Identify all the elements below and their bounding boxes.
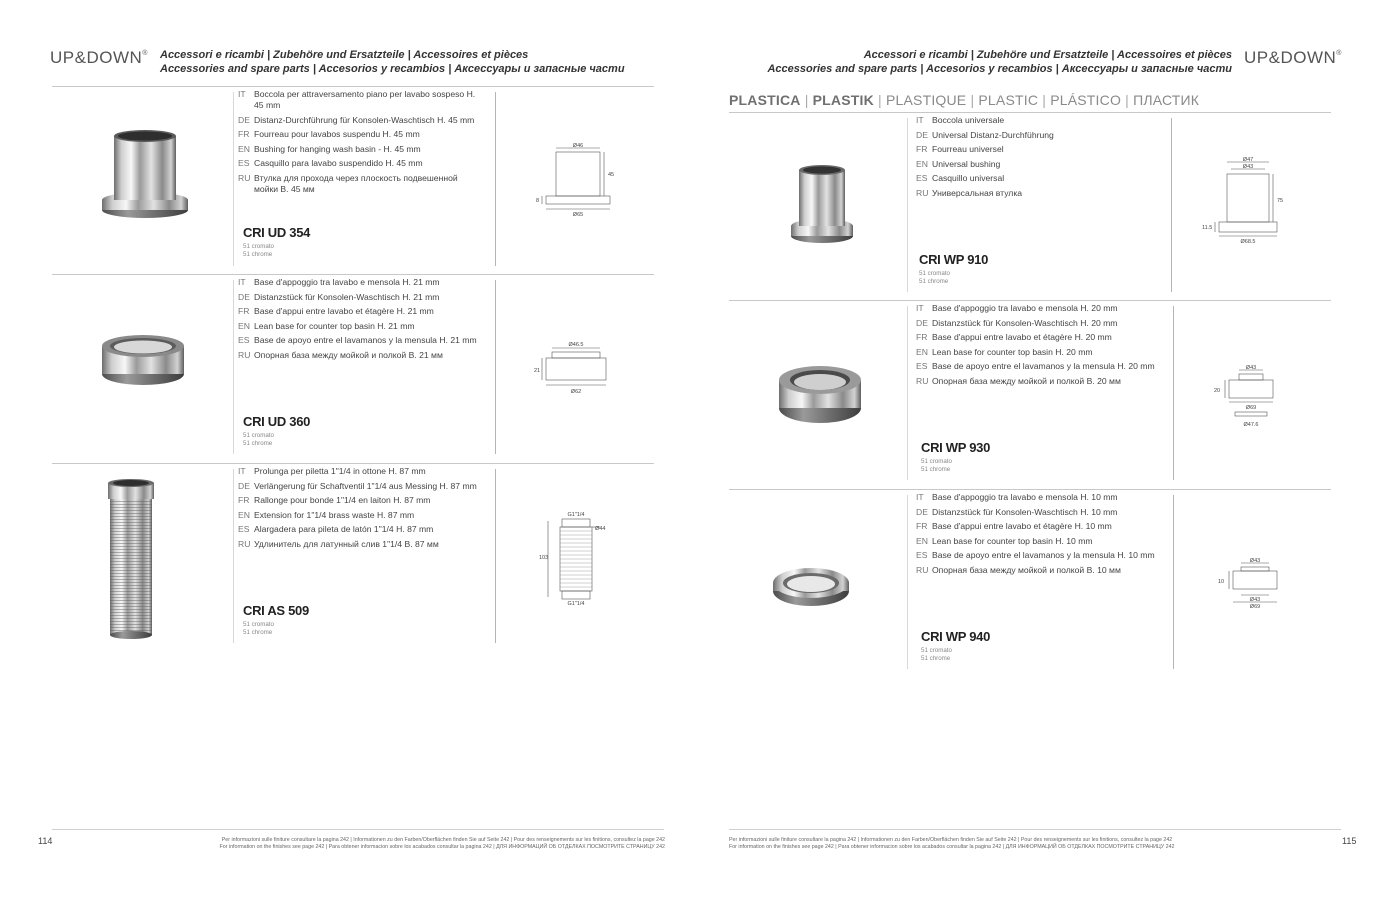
svg-text:Ø47: Ø47 [1242, 157, 1254, 163]
lang-row: RU Опорная база между мойкой и полкой В. 21 мм [238, 349, 443, 360]
svg-text:10: 10 [1218, 579, 1225, 585]
lang-row: FR Base d'appui entre lavabo et étagère H. 21 mm [238, 306, 434, 317]
product-code: CRI WP 910 [919, 252, 989, 267]
svg-text:Ø47.6: Ø47.6 [1243, 422, 1259, 428]
product-code: CRI AS 509 [243, 603, 309, 618]
technical-drawing [532, 142, 624, 222]
svg-text:Ø43: Ø43 [1245, 365, 1257, 371]
description-list [916, 115, 1161, 203]
svg-text:Ø65: Ø65 [572, 212, 584, 218]
extension-pipe-image [106, 479, 156, 639]
lang-row: IT Base d'appoggio tra lavabo e mensola H. 10 mm [916, 492, 1118, 502]
header-line-2: Accessories and spare parts | Accesorios y recambios | Аксессуары и запасные части [160, 63, 625, 75]
lang-row: ES Base de apoyo entre el lavamanos y la mensula H. 21 mm [238, 335, 477, 346]
finish-info: 51 cromato 51 chrome [921, 458, 952, 473]
technical-drawing [1211, 362, 1291, 432]
svg-text:Ø43: Ø43 [1242, 164, 1254, 170]
lang-row: EN Lean base for counter top basin H. 21 mm [238, 320, 415, 331]
svg-text:Ø44: Ø44 [595, 526, 606, 532]
description-list [238, 89, 483, 199]
page-header [160, 48, 625, 76]
right-page [697, 0, 1394, 901]
footer-note: Per informazioni sulle finiture consultare la pagina 242 | Informationen zu den Farben/Oberflächen finden Sie auf Seite 242 | Pour des renseignements sur les finitions, consultez la page 242 For information on the finishes see page 242 | Para obtener informacion sobre los acabados consultar la pagina 242 | ДЛЯ ИНФОРМАЦИЙ ОБ ОТДЕЛКАХ ПОСМОТРИТЕ СТРАНИЦУ 242 [219, 837, 665, 850]
universal-bushing-image [789, 164, 855, 246]
technical-drawing [1215, 555, 1295, 615]
header-line-1: Accessori e ricambi | Zubehöre und Ersatzteile | Accessoires et pièces [863, 49, 1232, 61]
finish-info: 51 cromato 51 chrome [919, 270, 950, 285]
technical-drawing [534, 507, 614, 611]
svg-text:Ø46: Ø46 [572, 143, 584, 149]
bushing-image [100, 130, 190, 222]
finish-info: 51 cromato 51 chrome [243, 621, 274, 636]
svg-text:Ø69: Ø69 [1245, 405, 1257, 411]
lang-row: EN Bushing for hanging wash basin - H. 45 mm [238, 143, 421, 154]
page-number: 115 [1342, 836, 1357, 846]
lang-row: DE Distanz-Durchführung für Konsolen-Waschtisch H. 45 mm [238, 114, 475, 125]
lang-row: IT Boccola per attraversamento piano per lavabo sospeso H. 45 mm [238, 89, 476, 110]
lang-row: ES Alargadera para pileta de latón 1"1/4 H. 87 mm [238, 524, 434, 535]
product-row [0, 274, 697, 463]
section-title: PLASTICA | PLASTIK | PLASTIQUE | PLASTIC | PLÁSTICO | ПЛАСТИК [729, 92, 1200, 108]
lang-row: DE Distanzstück für Konsolen-Waschtisch H. 21 mm [238, 291, 440, 302]
svg-text:G1"1/4: G1"1/4 [567, 512, 585, 518]
lang-row: ES Base de apoyo entre el lavamanos y la mensula H. 20 mm [916, 361, 1155, 372]
product-row [697, 489, 1394, 679]
lang-row: RU Втулка для прохода через плоскость подвешенной мойки В. 45 мм [238, 172, 458, 194]
lang-row: DE Universal Distanz-Durchführung [916, 129, 1054, 140]
lang-row: ES Base de apoyo entre el lavamanos y la mensula H. 10 mm [916, 550, 1155, 561]
description-list [916, 492, 1161, 580]
flat-base-ring-image [771, 561, 851, 611]
product-code: CRI WP 930 [921, 440, 991, 455]
svg-text:21: 21 [534, 368, 541, 374]
svg-text:8: 8 [536, 198, 540, 204]
lang-row: EN Universal bushing [916, 158, 1001, 169]
product-row [697, 300, 1394, 489]
svg-text:Ø43: Ø43 [1249, 597, 1261, 603]
product-code: CRI WP 940 [921, 629, 991, 644]
brand-logo: UP&DOWN® [50, 48, 148, 67]
lang-row: RU Универсальная втулка [916, 187, 1023, 198]
lang-row: EN Lean base for counter top basin H. 20 mm [916, 346, 1093, 357]
svg-text:G1"1/4: G1"1/4 [567, 601, 585, 607]
plastic-base-ring-image [777, 364, 863, 426]
lang-row: FR Rallonge pour bonde 1"1/4 en laiton H. 87 mm [238, 495, 431, 506]
lang-row: IT Boccola universale [916, 115, 1005, 125]
lang-row: FR Base d'appui entre lavabo et étagère H. 20 mm [916, 332, 1112, 343]
lang-row: IT Prolunga per piletta 1"1/4 in ottone H. 87 mm [238, 466, 426, 476]
page-number: 114 [38, 836, 53, 846]
product-row [0, 463, 697, 653]
lang-row: FR Base d'appui entre lavabo et étagère H. 10 mm [916, 521, 1112, 532]
lang-row: FR Fourreau universel [916, 144, 1004, 155]
svg-text:11.5: 11.5 [1202, 225, 1213, 231]
svg-text:20: 20 [1214, 388, 1221, 394]
technical-drawing [1201, 156, 1301, 248]
svg-text:Ø69: Ø69 [1249, 604, 1261, 610]
svg-text:Ø68.5: Ø68.5 [1240, 239, 1256, 245]
lang-row: EN Lean base for counter top basin H. 10 mm [916, 535, 1093, 546]
svg-text:Ø46.5: Ø46.5 [568, 342, 584, 348]
description-list [916, 303, 1161, 391]
lang-row: FR Fourreau pour lavabos suspendu H. 45 mm [238, 129, 420, 140]
svg-text:75: 75 [1277, 198, 1284, 204]
brand-logo: UP&DOWN® [1244, 48, 1342, 67]
lang-row: RU Опорная база между мойкой и полкой В. 20 мм [916, 375, 1121, 386]
footer-note: Per informazioni sulle finiture consultare la pagina 242 | Informationen zu den Farben/Oberflächen finden Sie auf Seite 242 | Pour des renseignements sur les finitions, consultez la page 242 For information on the finishes see page 242 | Para obtener informacion sobre los acabados consultar la pagina 242 | ДЛЯ ИНФОРМАЦИЙ ОБ ОТДЕЛКАХ ПОСМОТРИТЕ СТРАНИЦУ 242 [729, 837, 1175, 850]
lang-row: IT Base d'appoggio tra lavabo e mensola H. 20 mm [916, 303, 1118, 313]
lang-row: EN Extension for 1"1/4 brass waste H. 87 mm [238, 509, 415, 520]
lang-row: DE Distanzstück für Konsolen-Waschtisch H. 20 mm [916, 317, 1118, 328]
product-code: CRI UD 354 [243, 225, 311, 240]
description-list [238, 277, 483, 365]
product-row [0, 86, 697, 274]
description-list [238, 466, 498, 554]
svg-text:Ø62: Ø62 [570, 389, 582, 395]
header-line-2: Accessories and spare parts | Accesorios y recambios | Аксессуары и запасные части [767, 63, 1232, 75]
footer-rule [729, 829, 1341, 830]
lang-row: ES Casquillo para lavabo suspendido H. 45 mm [238, 158, 423, 169]
technical-drawing [532, 338, 624, 398]
finish-info: 51 cromato 51 chrome [921, 647, 952, 662]
finish-info: 51 cromato 51 chrome [243, 243, 274, 258]
page-header [767, 48, 1232, 76]
base-ring-image [100, 332, 186, 388]
lang-row: DE Distanzstück für Konsolen-Waschtisch H. 10 mm [916, 506, 1118, 517]
header-line-1: Accessori e ricambi | Zubehöre und Ersatzteile | Accessoires et pièces [160, 49, 529, 61]
finish-info: 51 cromato 51 chrome [243, 432, 274, 447]
footer-rule [52, 829, 664, 830]
svg-text:Ø43: Ø43 [1249, 558, 1261, 564]
lang-row: DE Verlängerung für Schaftventil 1"1/4 aus Messing H. 87 mm [238, 480, 477, 491]
lang-row: RU Опорная база между мойкой и полкой В. 10 мм [916, 564, 1121, 575]
lang-row: RU Удлинитель для латунный слив 1"1/4 В. 87 мм [238, 538, 439, 549]
svg-text:45: 45 [608, 172, 615, 178]
product-row [697, 112, 1394, 300]
lang-row: IT Base d'appoggio tra lavabo e mensola H. 21 mm [238, 277, 440, 287]
lang-row: ES Casquillo universal [916, 173, 1005, 184]
svg-text:103: 103 [539, 555, 549, 561]
product-code: CRI UD 360 [243, 414, 311, 429]
